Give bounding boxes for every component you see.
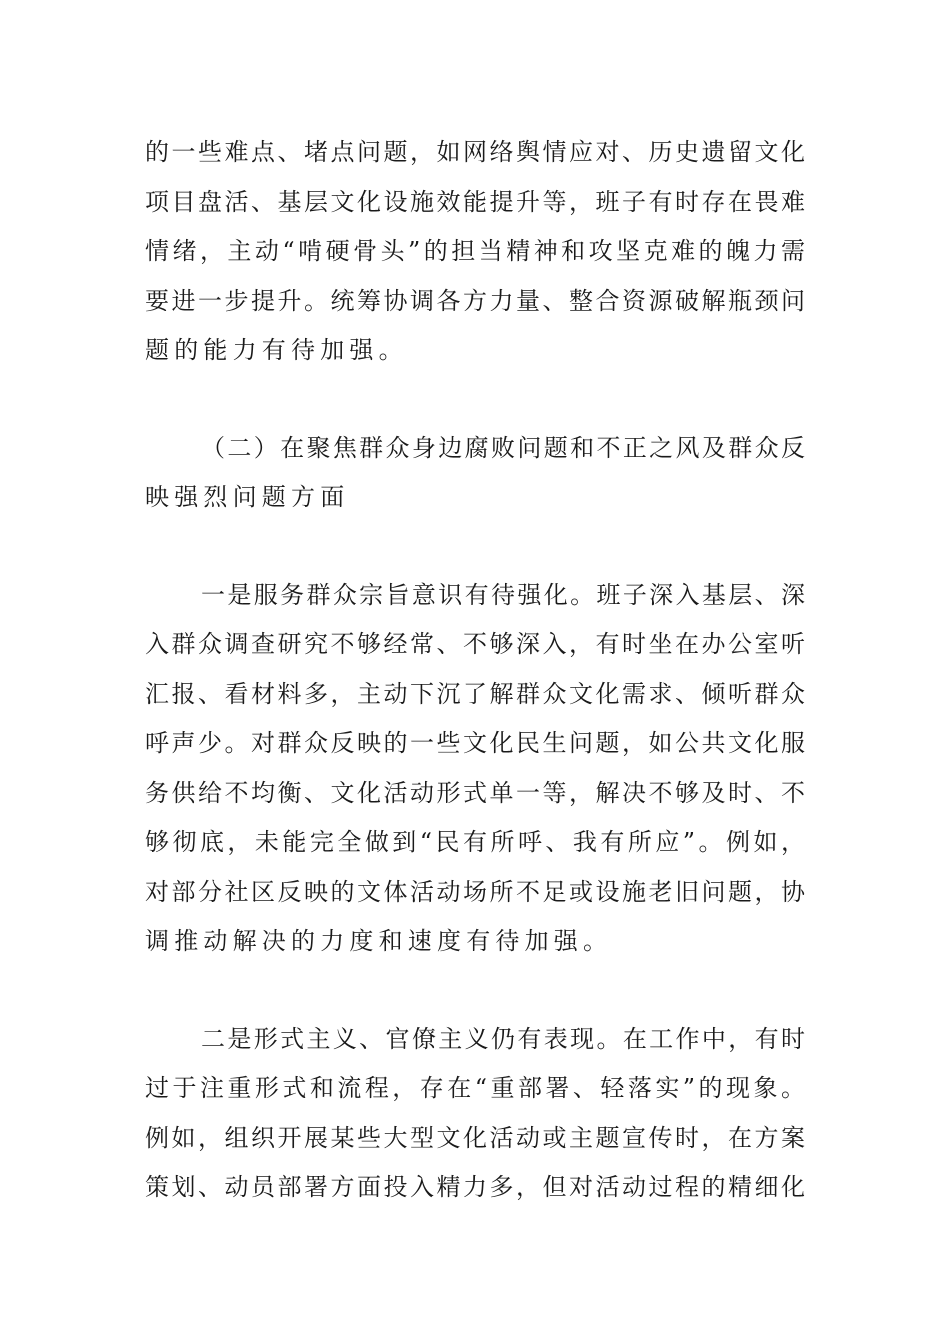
text-line: 对部分社区反映的文体活动场所不足或设施老旧问题，协	[145, 877, 805, 906]
paragraph-gap	[145, 967, 805, 1015]
paragraph-gap	[145, 376, 805, 424]
text-line: 二是形式主义、官僚主义仍有表现。在工作中，有时	[201, 1024, 805, 1053]
paragraph-continuation	[145, 128, 805, 376]
paragraph-point-2	[145, 1015, 805, 1213]
heading-line: 映强烈问题方面	[145, 483, 350, 511]
document-page	[145, 128, 805, 1213]
text-line: 策划、动员部署方面投入精力多，但对活动过程的精细化	[145, 1173, 805, 1201]
text-line: 例如，组织开展某些大型文化活动或主题宣传时，在方案	[145, 1123, 805, 1152]
text-line: 调推动解决的力度和速度有待加强。	[145, 927, 613, 955]
text-line: 要进一步提升。统筹协调各方力量、整合资源破解瓶颈问	[145, 286, 805, 315]
heading-line: （二）在聚焦群众身边腐败问题和不正之风及群众反	[201, 433, 805, 462]
text-line: 的一些难点、堵点问题，如网络舆情应对、历史遗留文化	[145, 138, 805, 166]
paragraph-point-1	[145, 571, 805, 967]
text-line: 一是服务群众宗旨意识有待强化。班子深入基层、深	[201, 580, 805, 609]
text-line: 入群众调查研究不够经常、不够深入，有时坐在办公室听	[145, 630, 805, 658]
text-line: 汇报、看材料多，主动下沉了解群众文化需求、倾听群众	[145, 679, 805, 708]
text-line: 务供给不均衡、文化活动形式单一等，解决不够及时、不	[145, 778, 805, 807]
text-line: 过于注重形式和流程，存在“重部署、轻落实”的现象。	[145, 1074, 805, 1102]
section-heading	[145, 424, 805, 523]
text-line: 呼声少。对群众反映的一些文化民生问题，如公共文化服	[145, 729, 805, 757]
text-line: 够彻底，未能完全做到“民有所呼、我有所应”。例如，	[145, 828, 805, 856]
text-line: 项目盘活、基层文化设施效能提升等，班子有时存在畏难	[145, 187, 805, 216]
text-line: 情绪，主动“啃硬骨头”的担当精神和攻坚克难的魄力需	[145, 237, 805, 265]
paragraph-gap	[145, 523, 805, 571]
text-line: 题的能力有待加强。	[145, 336, 408, 364]
